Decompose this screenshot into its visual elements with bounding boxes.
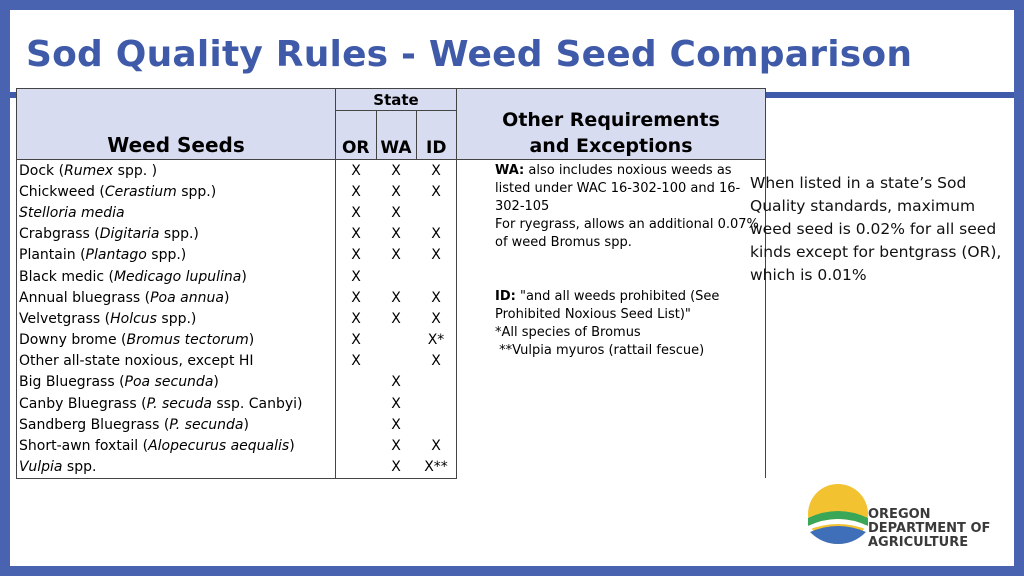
logo-text <box>868 508 990 550</box>
state-mark-or <box>336 414 377 435</box>
state-mark-id: X* <box>416 330 457 351</box>
weed-name-text: Plantain ( <box>19 247 86 264</box>
state-mark-wa: X <box>391 289 401 306</box>
id-note-label: ID: <box>495 289 516 304</box>
weed-name-cell <box>17 414 336 435</box>
weed-rows <box>17 160 766 479</box>
weed-name-text: Downy brome ( <box>19 332 127 349</box>
other-header-line2: and Exceptions <box>529 135 693 157</box>
vulpia-footnote: **Vulpia myuros (rattail fescue) <box>495 343 705 358</box>
weed-seeds-header: Weed Seeds <box>17 89 336 160</box>
state-mark-id <box>416 414 457 435</box>
state-mark-wa: X <box>391 374 401 391</box>
state-mark-wa: X <box>391 438 401 455</box>
wa-note-label: WA: <box>495 163 525 178</box>
state-mark-id: X <box>416 245 457 266</box>
state-mark-id: X <box>416 181 457 202</box>
weed-name-text: Velvetgrass ( <box>19 310 111 327</box>
side-note: When listed in a state’s Sod Quality standards, maximum weed seed is 0.02% for all seed kinds except for bentgrass (OR), which is 0.01% <box>750 174 1002 284</box>
bromus-footnote: *All species of Bromus <box>495 325 641 340</box>
weed-latin-name: Rumex <box>64 162 114 179</box>
state-mark-id <box>416 202 457 223</box>
weed-name-suffix: ) <box>223 289 230 306</box>
state-mark-wa: X <box>391 162 401 179</box>
state-mark-wa: X <box>376 457 416 479</box>
state-mark-wa: X <box>391 247 401 264</box>
state-mark-wa: X <box>391 395 401 412</box>
state-col-wa: WA <box>376 111 416 160</box>
state-col-id: ID <box>416 111 457 160</box>
state-mark-id: X <box>416 160 457 182</box>
state-mark-or: X <box>336 245 377 266</box>
state-mark-or <box>336 393 377 414</box>
logo-line3: AGRICULTURE <box>868 535 969 550</box>
state-mark-id: X <box>416 224 457 245</box>
weed-name-text: Sandberg Bluegrass ( <box>19 416 170 433</box>
weed-name-suffix: spp.) <box>146 247 187 264</box>
state-mark-wa: X <box>391 204 401 221</box>
state-mark-id: X** <box>416 457 457 479</box>
weed-name-suffix: spp.) <box>176 183 217 200</box>
state-mark-wa: X <box>391 310 401 327</box>
state-mark-or: X <box>336 351 377 372</box>
weed-name-text: Black medic ( <box>19 268 114 285</box>
state-mark-or <box>336 457 377 479</box>
weed-name-text: Annual bluegrass ( <box>19 289 151 306</box>
id-note <box>495 288 761 324</box>
weed-name-suffix: spp. ) <box>113 162 158 179</box>
weed-name-text: Canby Bluegrass ( <box>19 395 147 412</box>
weed-name-cell <box>17 457 336 479</box>
state-mark-or: X <box>336 224 377 245</box>
state-mark-id <box>416 266 457 287</box>
other-requirements-cell <box>457 160 766 479</box>
weed-name-text: Chickweed ( <box>19 183 105 200</box>
weed-name-cell <box>17 224 336 245</box>
ryegrass-note: For ryegrass, allows an additional 0.07% of weed Bromus spp. <box>495 217 759 250</box>
weed-latin-name: Poa secunda <box>124 374 214 391</box>
state-mark-wa: X <box>391 226 401 243</box>
weed-name-cell <box>17 266 336 287</box>
weed-name-suffix: ssp. Canbyi) <box>211 395 303 412</box>
logo-line2: DEPARTMENT OF <box>868 521 991 536</box>
state-header: State <box>336 89 457 111</box>
state-mark-or <box>336 372 377 393</box>
state-mark-id: X <box>416 351 457 372</box>
weed-latin-name: Medicago lupulina <box>113 268 242 285</box>
state-mark-wa <box>376 330 416 351</box>
weed-name-suffix: spp.) <box>159 226 199 243</box>
other-requirements-header <box>457 89 766 160</box>
state-mark-or: X <box>336 181 377 202</box>
state-mark-wa: X <box>391 183 401 200</box>
other-header-line1: Other Requirements <box>502 109 720 131</box>
state-mark-id <box>416 393 457 414</box>
state-mark-or: X <box>336 308 377 329</box>
state-mark-wa <box>376 266 416 287</box>
wa-note <box>495 162 761 216</box>
weed-latin-name: P. secunda <box>169 416 244 433</box>
logo-line1: OREGON <box>868 507 931 522</box>
state-mark-or: X <box>336 287 377 308</box>
weed-name-suffix: ) <box>213 374 219 391</box>
weed-latin-name: Vulpia <box>19 459 63 476</box>
weed-latin-name: Cerastium <box>104 183 177 200</box>
weed-latin-name: Poa annua <box>150 289 224 306</box>
weed-latin-name: Stelloria media <box>19 204 125 221</box>
state-mark-wa: X <box>391 416 401 433</box>
state-mark-or: X <box>336 266 377 287</box>
weed-name-text: Short-awn foxtail ( <box>19 438 149 455</box>
weed-name-text: Other all-state noxious, except HI <box>19 353 254 370</box>
weed-name-cell <box>17 393 336 414</box>
state-col-or: OR <box>336 111 377 160</box>
weed-name-text: Dock ( <box>19 162 65 179</box>
state-mark-or <box>336 435 377 456</box>
weed-name-cell <box>17 160 336 182</box>
weed-name-cell <box>17 351 336 372</box>
table-row <box>17 160 766 182</box>
weed-latin-name: Digitaria <box>99 226 160 243</box>
weed-name-text: Crabgrass ( <box>19 226 100 243</box>
state-mark-id: X <box>416 435 457 456</box>
state-mark-id: X <box>416 287 457 308</box>
weed-latin-name: P. secuda <box>146 395 212 412</box>
weed-name-cell <box>17 202 336 223</box>
weed-name-cell <box>17 435 336 456</box>
weed-name-suffix: ) <box>243 416 249 433</box>
weed-name-suffix: ) <box>289 438 295 455</box>
weed-name-cell <box>17 287 336 308</box>
state-mark-wa <box>376 351 416 372</box>
weed-latin-name: Bromus tectorum <box>126 332 249 349</box>
weed-latin-name: Holcus <box>110 310 157 327</box>
weed-name-cell <box>17 330 336 351</box>
weed-latin-name: Plantago <box>85 247 147 264</box>
weed-name-suffix: ) <box>241 268 247 285</box>
page-title: Sod Quality Rules - Weed Seed Comparison <box>26 34 913 75</box>
state-mark-or: X <box>336 330 377 351</box>
weed-name-cell <box>17 181 336 202</box>
weed-name-suffix: spp. <box>62 459 97 476</box>
wa-note-text: also includes noxious weeds as listed under WAC 16-302-100 and 16-302-105 <box>495 163 741 214</box>
state-mark-or: X <box>336 160 377 182</box>
weed-name-suffix: spp.) <box>156 310 197 327</box>
state-mark-id: X <box>416 308 457 329</box>
weed-name-cell <box>17 372 336 393</box>
weed-name-cell <box>17 245 336 266</box>
spacer <box>495 252 761 288</box>
weed-name-cell <box>17 308 336 329</box>
weed-name-text: Big Bluegrass ( <box>19 374 125 391</box>
weed-latin-name: Alopecurus aequalis <box>148 438 290 455</box>
state-mark-or: X <box>336 202 377 223</box>
weed-name-suffix: ) <box>248 332 255 349</box>
id-note-text: "and all weeds prohibited (See Prohibited Noxious Seed List)" <box>495 289 720 322</box>
state-mark-id <box>416 372 457 393</box>
weed-seed-table <box>16 88 766 479</box>
